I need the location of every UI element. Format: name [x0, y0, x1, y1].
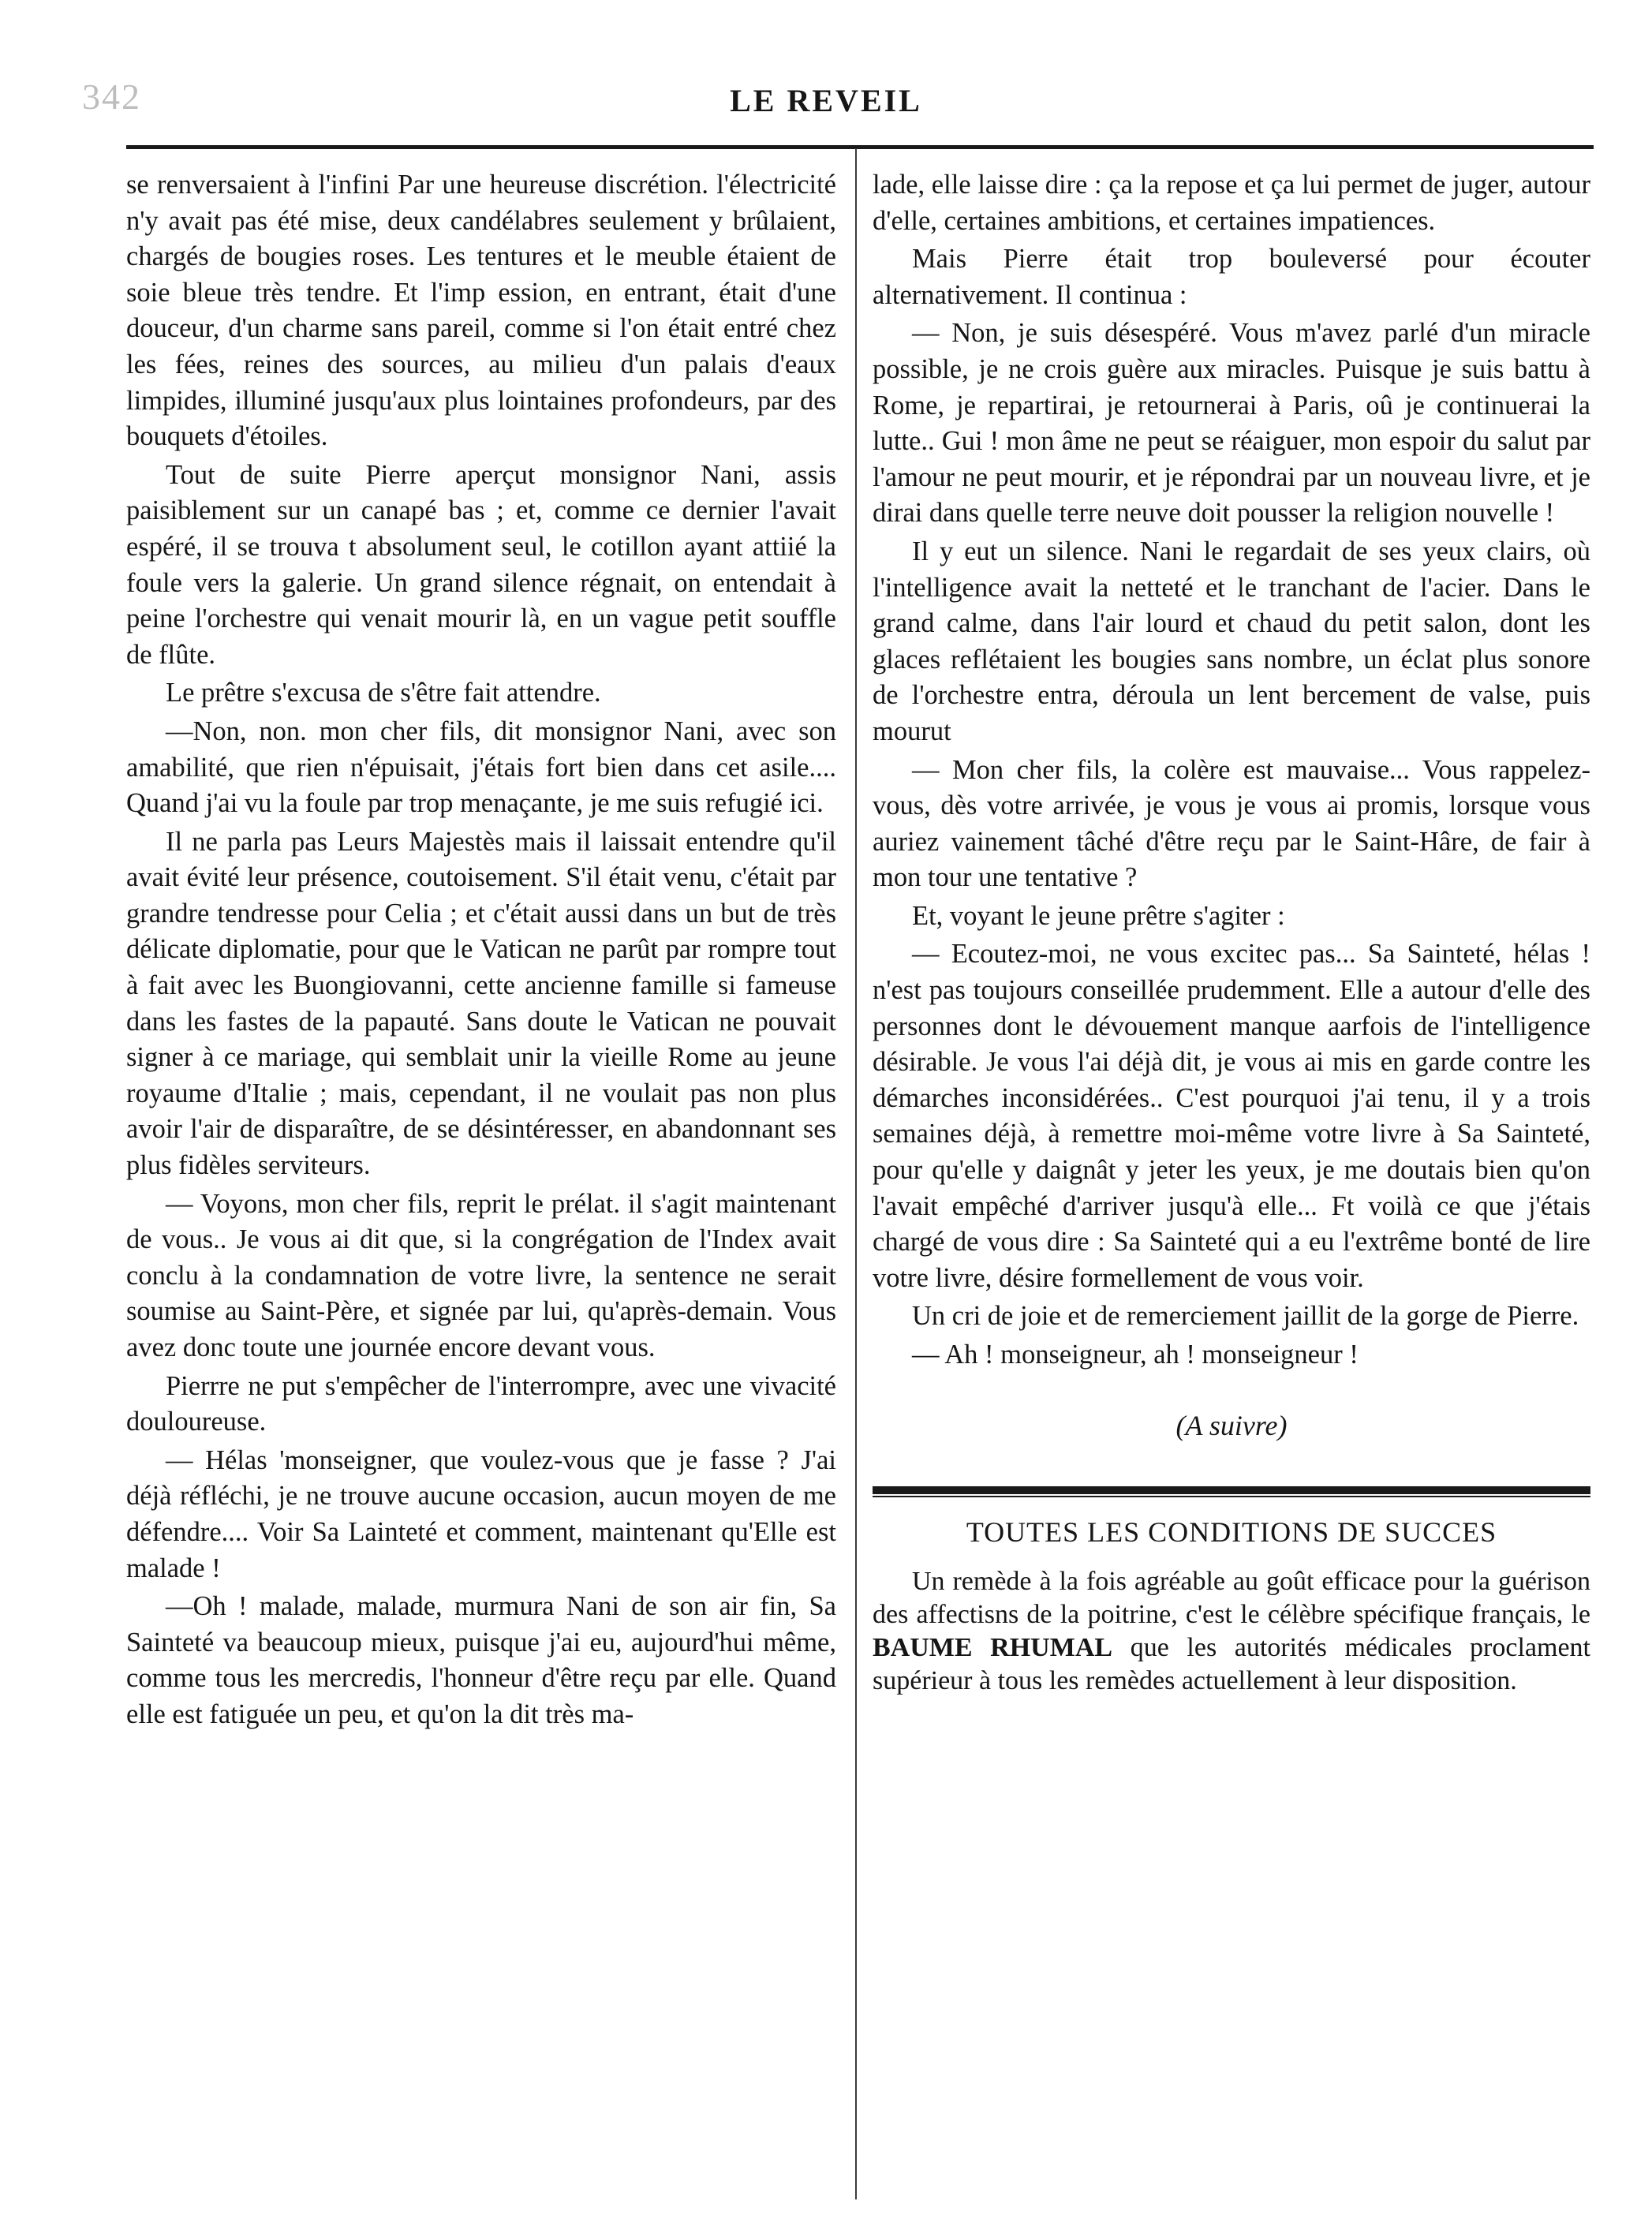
- advertisement-rule-thin: [873, 1496, 1590, 1497]
- paragraph: Le prêtre s'excusa de s'être fait attendre.: [166, 678, 601, 708]
- newspaper-title: LE REVEIL: [730, 83, 922, 118]
- column-divider: [855, 148, 857, 2199]
- paragraph: Il ne parla pas Leurs Majestès mais il laissait entendre qu'il avait évité leur présence, coutoisement. S'il était venu, c'était par grandre tendresse pour Celia ; et c'était aussi dans un but de très délicate diplomatie, pour que le Vatican ne parût par rompre tout à fait avec les Buongiovanni, cette ancienne famille si fameuse dans les fastes de la papauté. Sans doute le Vatican ne pouvait signer à ce mariage, qui semblait unir la vieille Rome au jeune royaume d'Italie ; mais, cependant, il ne voulait pas non plus avoir l'air de disparaître, de se désintéresser, en abandonnant ses plus fidèles serviteurs.: [126, 826, 836, 1181]
- advertisement-text: [873, 1565, 1590, 1698]
- paragraph: — Voyons, mon cher fils, reprit le prélat. il s'agit maintenant de vous.. Je vous ai dit que, si la congrégation de l'Index avait conclu à la condamnation de votre livre, la sentence ne serait soumise au Saint-Père, et signée par lui, qu'après-demain. Vous avez donc toute une journée encore devant vous.: [126, 1188, 836, 1362]
- paragraph: Et, voyant le jeune prêtre s'agiter :: [912, 900, 1285, 931]
- paragraph: — Ah ! monseigneur, ah ! monseigneur !: [912, 1340, 1359, 1370]
- advertisement: [873, 1486, 1590, 1698]
- advertisement-brand: BAUME RHUMAL: [873, 1632, 1113, 1662]
- paragraph: Mais Pierre était trop bouleversé pour écouter alternativement. Il continua :: [873, 244, 1590, 310]
- to-be-continued: (A suivre): [1175, 1409, 1288, 1441]
- paragraph: se renversaient à l'infini Par une heureuse discrétion. l'électricité n'y avait pas été mise, deux candélabres seulement y brûlaient, chargés de bougies roses. Les tentures et le meuble étaient de soie bleue très tendre. Et l'imp ession, en entrant, était d'une douceur, d'un charme sans pareil, comme si l'on était entré chez les fées, reines des sources, au milieu d'un palais d'eaux limpides, illuminé jusqu'aux plus lointaines profondeurs, par des bouquets d'étoiles.: [126, 170, 836, 452]
- paragraph: Un cri de joie et de remerciement jaillit de la gorge de Pierre.: [912, 1301, 1579, 1332]
- left-column: [126, 167, 836, 1736]
- paragraph: Tout de suite Pierre aperçut monsignor Nani, assis paisiblement sur un canapé bas ; et, comme ce dernier l'avait espéré, il se trouva t absolument seul, le cotillon ayant attiié la foule vers la galerie. Un grand silence régnait, on entendait à peine l'orchestre qui venait mourir là, en un vague petit souffle de flûte.: [126, 459, 836, 670]
- advertisement-rule: [873, 1486, 1590, 1494]
- advertisement-title: TOUTES LES CONDITIONS DE SUCCES: [966, 1516, 1497, 1549]
- page-number: 342: [82, 77, 141, 117]
- header-rule: [126, 145, 1594, 149]
- paragraph: —Oh ! malade, malade, murmura Nani de son air fin, Sa Sainteté va beaucoup mieux, puisque j'ai eu, aujourd'hui même, comme tous les mercredis, l'honneur d'être reçu par elle. Quand elle est fatiguée un peu, et qu'on la dit très ma-: [126, 1591, 836, 1729]
- paragraph: — Non, je suis désespéré. Vous m'avez parlé d'un miracle possible, je ne crois guère aux miracles. Puisque je suis battu à Rome, je repartirai, je retournerai à Paris, oû je continuerai la lutte.. Gui ! mon âme ne peut se réaiguer, mon espoir du salut par l'amour ne peut mourir, et je répondrai par un nouveau livre, et je dirai dans quelle terre neuve doit pousser la religion nouvelle !: [873, 318, 1590, 529]
- advertisement-text-after: que les autorités médicales proclament supérieur à tous les remèdes actuellement à leur disposition.: [873, 1632, 1590, 1695]
- paragraph: —Non, non. mon cher fils, dit monsignor Nani, avec son amabilité, que rien n'épuisait, j'étais fort bien dans cet asile.... Quand j'ai vu la foule par trop menaçante, je me suis refugié ici.: [126, 716, 836, 819]
- paragraph: Pierrre ne put s'empêcher de l'interrompre, avec une vivacité douloureuse.: [126, 1370, 836, 1437]
- paragraph: — Hélas 'monseigner, que voulez-vous que je fasse ? J'ai déjà réfléchi, je ne trouve aucune occasion, aucun moyen de me défendre.... Voir Sa Lainteté et comment, maintenant qu'Elle est malade !: [126, 1444, 836, 1583]
- right-column: [873, 167, 1590, 1700]
- paragraph: lade, elle laisse dire : ça la repose et ça lui permet de juger, autour d'elle, certaines ambitions, et certaines impatiences.: [873, 170, 1590, 236]
- advertisement-text-before: Un remède à la fois agréable au goût efficace pour la guérison des affectisns de la poitrine, c'est le célèbre spécifique français, le: [873, 1566, 1590, 1629]
- paragraph: — Ecoutez-moi, ne vous excitec pas... Sa Sainteté, hélas ! n'est pas toujours conseillée prudemment. Elle a autour d'elle des personnes dont le dévouement manque aarfois de l'intelligence désirable. Je vous l'ai déjà dit, je vous ai mis en garde contre les démarches inconsidérées.. C'est pourquoi j'ai tenu, il y a trois semaines déjà, à remettre moi-même votre livre à Sa Sainteté, pour qu'elle y daignât y jeter les yeux, je me doutais bien qu'on l'avait empêché d'arriver jusqu'à elle... Ft voilà ce que j'étais chargé de vous dire : Sa Sainteté qui a eu l'extrême bonté de lire votre livre, désire formellement de vous voir.: [873, 939, 1590, 1293]
- paragraph: — Mon cher fils, la colère est mauvaise... Vous rappelez-vous, dès votre arrivée, je vous je vous ai promis, lorsque vous auriez vainement tâché d'être reçu par le Saint-Hâre, de fair à mon tour une tentative ?: [873, 754, 1590, 893]
- paragraph: Il y eut un silence. Nani le regardait de ses yeux clairs, où l'intelligence avait la netteté et le tranchant de l'acier. Dans le grand calme, dans l'air lourd et chaud du petit salon, dont les glaces reflétaient les bougies sans nombre, un éclat plus sonore de l'orchestre entra, déroula un lent bercement de valse, puis mourut: [873, 536, 1590, 746]
